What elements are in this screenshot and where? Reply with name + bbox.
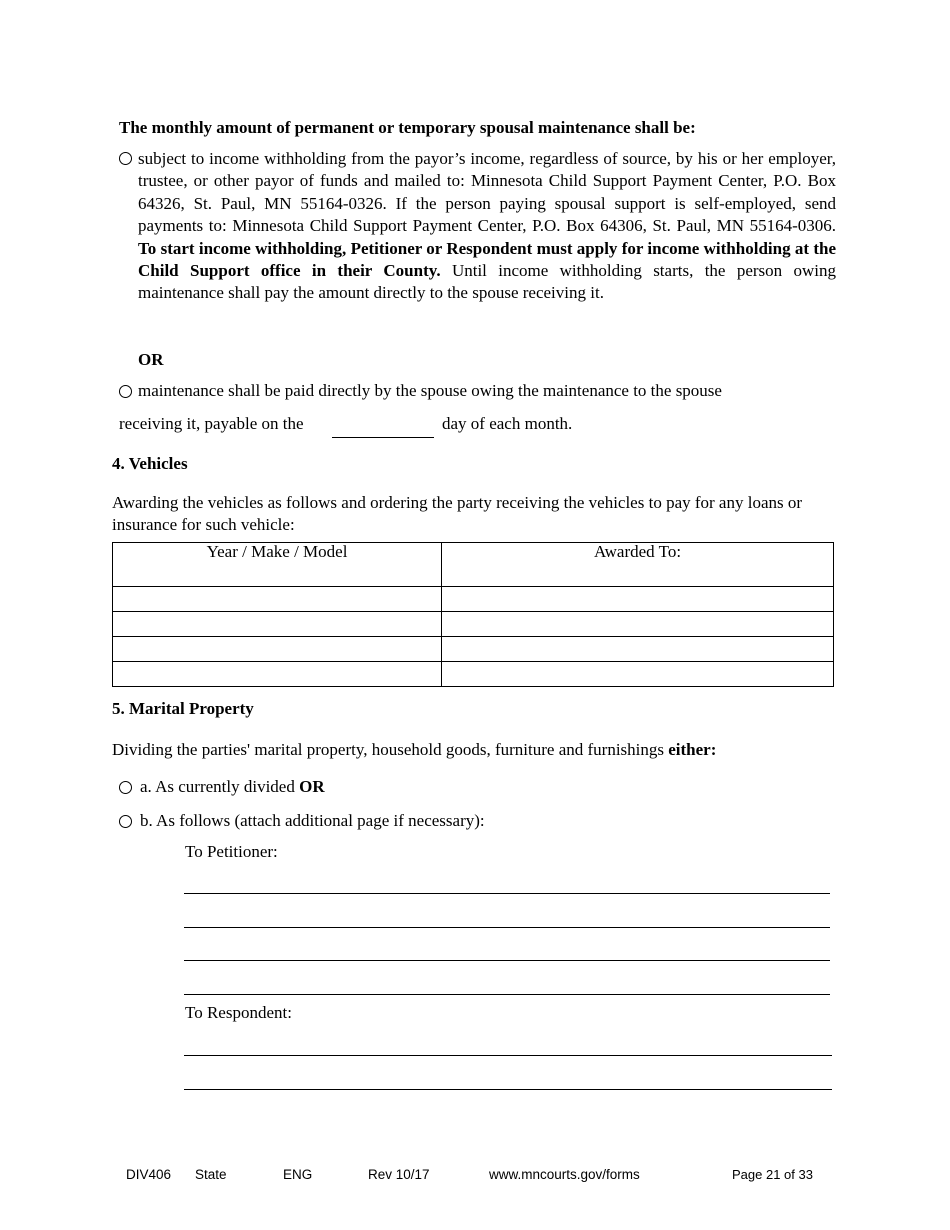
as-follows-radio[interactable] [119,815,132,828]
respondent-line[interactable] [184,1055,832,1056]
footer-page-number: Page 21 of 33 [732,1167,813,1182]
footer-language: ENG [283,1167,313,1182]
awarded-cell[interactable] [442,637,834,662]
table-row [113,637,834,662]
withholding-radio[interactable] [119,152,132,165]
option-a [140,777,325,797]
vehicles-table [112,542,834,687]
payment-day-field[interactable] [332,437,434,438]
vehicles-heading: 4. Vehicles [112,454,188,473]
property-intro [112,740,716,760]
petitioner-line[interactable] [184,960,830,961]
awarded-cell[interactable] [442,587,834,612]
table-row [113,587,834,612]
vehicles-intro: Awarding the vehicles as follows and ordering the party receiving the vehicles to pay for any loans or insurance for such vehicle: [112,493,803,534]
withholding-option-text [138,148,836,305]
vehicle-cell[interactable] [113,587,442,612]
maintenance-heading: The monthly amount of permanent or temporary spousal maintenance shall be: [119,118,696,137]
vehicle-cell[interactable] [113,637,442,662]
property-intro-either: either: [668,740,717,759]
property-intro-text: Dividing the parties' marital property, household goods, furniture and furnishings [112,740,664,759]
property-heading: 5. Marital Property [112,699,254,718]
direct-payment-radio[interactable] [119,385,132,398]
vehicle-cell[interactable] [113,612,442,637]
petitioner-line[interactable] [184,994,830,995]
footer-url[interactable]: www.mncourts.gov/forms [489,1167,640,1182]
payable-on-label: receiving it, payable on the [119,414,304,433]
awarded-cell[interactable] [442,612,834,637]
petitioner-line[interactable] [184,893,830,894]
withholding-text-a: subject to income withholding from the payor’s income, regardless of source, by his or her employer, trustee, or other payor of funds and mailed to: Minnesota Child Support Payment Center, P.O. Box 64326, St. Paul, MN 55164-0326. If the person paying spousal support is self-employed, send payments to: Minnesota Child Support Payment Center, P.O. Box 64306, St. Paul, MN 55164-0306. [138,149,836,236]
option-b-text: b. As follows (attach additional page if necessary): [140,811,485,830]
direct-payment-text: maintenance shall be paid directly by the spouse owing the maintenance to the spouse [138,381,722,400]
awarded-cell[interactable] [442,662,834,687]
to-respondent-label: To Respondent: [185,1003,292,1022]
table-row [113,662,834,687]
column-year-make-model: Year / Make / Model [113,543,442,587]
table-row [113,612,834,637]
petitioner-line[interactable] [184,927,830,928]
withholding-text-bold: To start income withholding, Petitioner or Respondent must apply for income withholding at the Child Support office in their County. [138,238,836,281]
withholding-text-b: Until income withholding starts, the person owing maintenance shall pay the amount directly to the spouse receiving it. [138,261,837,303]
footer-state: State [195,1167,227,1182]
column-awarded-to: Awarded To: [442,543,834,587]
vehicles-table-header [113,543,834,587]
to-petitioner-label: To Petitioner: [185,842,278,861]
footer-revision: Rev 10/17 [368,1167,430,1182]
vehicle-cell[interactable] [113,662,442,687]
footer-form-id: DIV406 [126,1167,172,1182]
day-of-month-label: day of each month. [442,414,573,433]
respondent-line[interactable] [184,1089,832,1090]
option-a-or: OR [299,777,325,796]
or-label: OR [138,350,164,369]
currently-divided-radio[interactable] [119,781,132,794]
option-a-text: a. As currently divided [140,777,295,796]
